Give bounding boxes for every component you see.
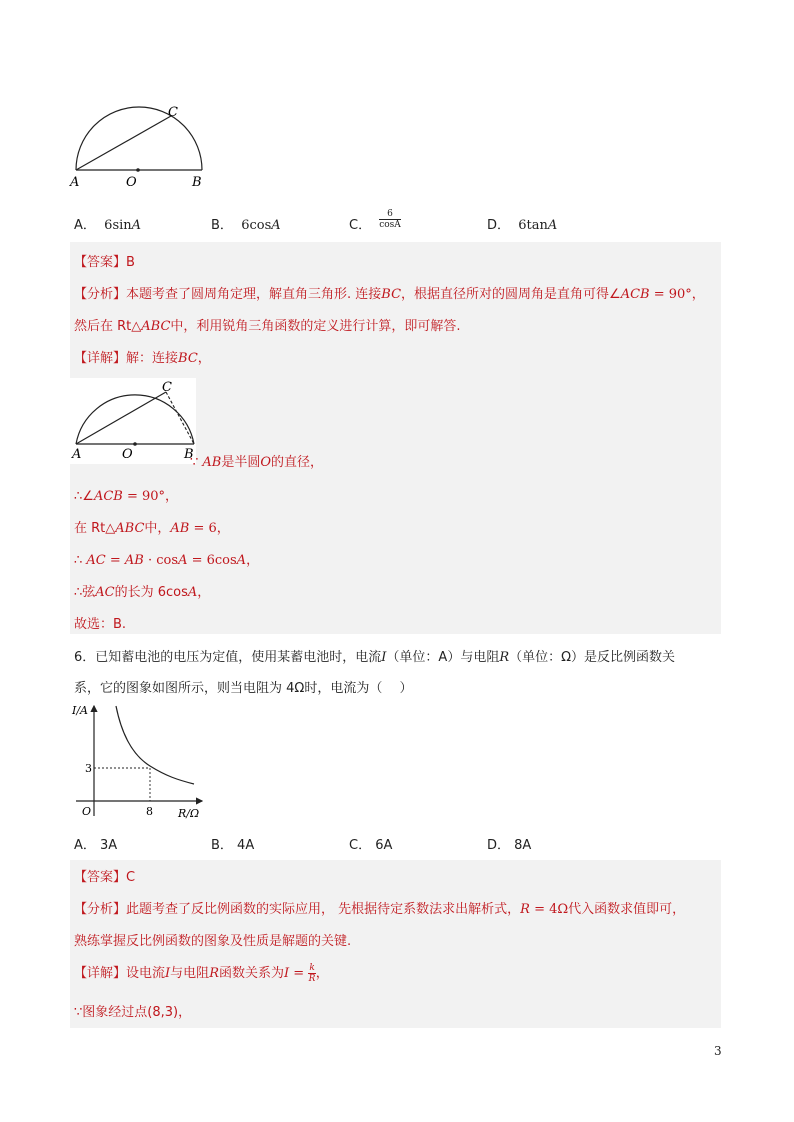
option-c: C． $\frac{6}{\cos A}$ xyxy=(349,209,401,233)
q5-answer: 【答案】B xyxy=(74,255,135,270)
label-a: A xyxy=(70,175,80,190)
page-number: 3 xyxy=(714,1044,722,1058)
frac-numerator: 6 xyxy=(379,209,401,220)
q5-step6: 故选：B. xyxy=(74,617,127,632)
option-a: A． 6sinA xyxy=(74,218,142,233)
option-b: B． 4A xyxy=(211,838,255,853)
q6-answer: 【答案】C xyxy=(74,870,136,885)
label-c: C xyxy=(168,105,178,120)
frac-numerator: k xyxy=(309,963,315,973)
frac-denominator: cosA xyxy=(379,220,401,230)
label-b: B xyxy=(184,447,194,462)
semicircle-figure-dashed xyxy=(70,378,196,464)
semicircle-figure xyxy=(66,100,216,192)
q6-analysis-line2: 熟练掌握反比例函数的图象及性质是解题的关键. xyxy=(74,934,352,949)
label-a: A xyxy=(72,447,82,462)
option-a: A． 3A xyxy=(74,838,118,853)
q6-detail-line2: ∵图象经过点(8,3)， xyxy=(74,1005,192,1020)
option-c: C． 6A xyxy=(349,838,393,853)
q6-detail-line1: 【详解】设电流I与电阻R函数关系为I = $\frac{k}{R}$ ， xyxy=(74,963,329,984)
option-b: B． 6cosA xyxy=(211,218,281,233)
q5-analysis-line1: 【分析】本题考查了圆周角定理，解直角三角形. 连接BC，根据直径所对的圆周角是直角可得∠ACB = 90°， xyxy=(74,287,705,302)
q5-step3: 在 Rt△ABC中，AB = 6， xyxy=(74,521,230,536)
x-axis-label: R/Ω xyxy=(178,807,200,820)
q6-stem-line1: 6．已知蓄电池的电压为定值，使用某蓄电池时，电流I（单位：A）与电阻R（单位：Ω）是反比例函数关 xyxy=(74,650,676,665)
q5-step5: ∴弦AC的长为 6cosA， xyxy=(74,585,211,600)
inverse-function-graph xyxy=(70,700,210,822)
y-tick-label: 3 xyxy=(85,762,92,775)
origin-label: O xyxy=(82,805,92,818)
q5-step1: ∵ AB是半圆O的直径， xyxy=(190,455,324,470)
x-tick-label: 8 xyxy=(146,805,153,818)
option-d: D． 6tanA xyxy=(487,218,558,233)
q5-detail-line1: 【详解】解：连接BC， xyxy=(74,351,211,366)
y-axis-label: I/A xyxy=(72,704,88,717)
label-c: C xyxy=(162,380,172,395)
label-b: B xyxy=(192,175,202,190)
hyperbola-curve xyxy=(116,706,194,784)
q6-stem-line2: 系，它的图象如图所示，则当电阻为 4Ω时，电流为（ ） xyxy=(74,681,413,696)
q5-analysis-line2: 然后在 Rt△ABC中，利用锐角三角函数的定义进行计算，即可解答. xyxy=(74,319,461,334)
option-d: D． 8A xyxy=(487,838,532,853)
q5-step2: ∴∠ACB = 90°， xyxy=(74,489,179,504)
label-o: O xyxy=(122,447,133,462)
q6-analysis-line1: 【分析】此题考查了反比例函数的实际应用， 先根据待定系数法求出解析式，R = 4Ω代入函数求值即可， xyxy=(74,902,686,917)
q5-step4: ∴ AC = AB · cosA = 6cosA， xyxy=(74,553,260,568)
frac-denominator: R xyxy=(308,974,316,984)
label-o: O xyxy=(126,175,137,190)
